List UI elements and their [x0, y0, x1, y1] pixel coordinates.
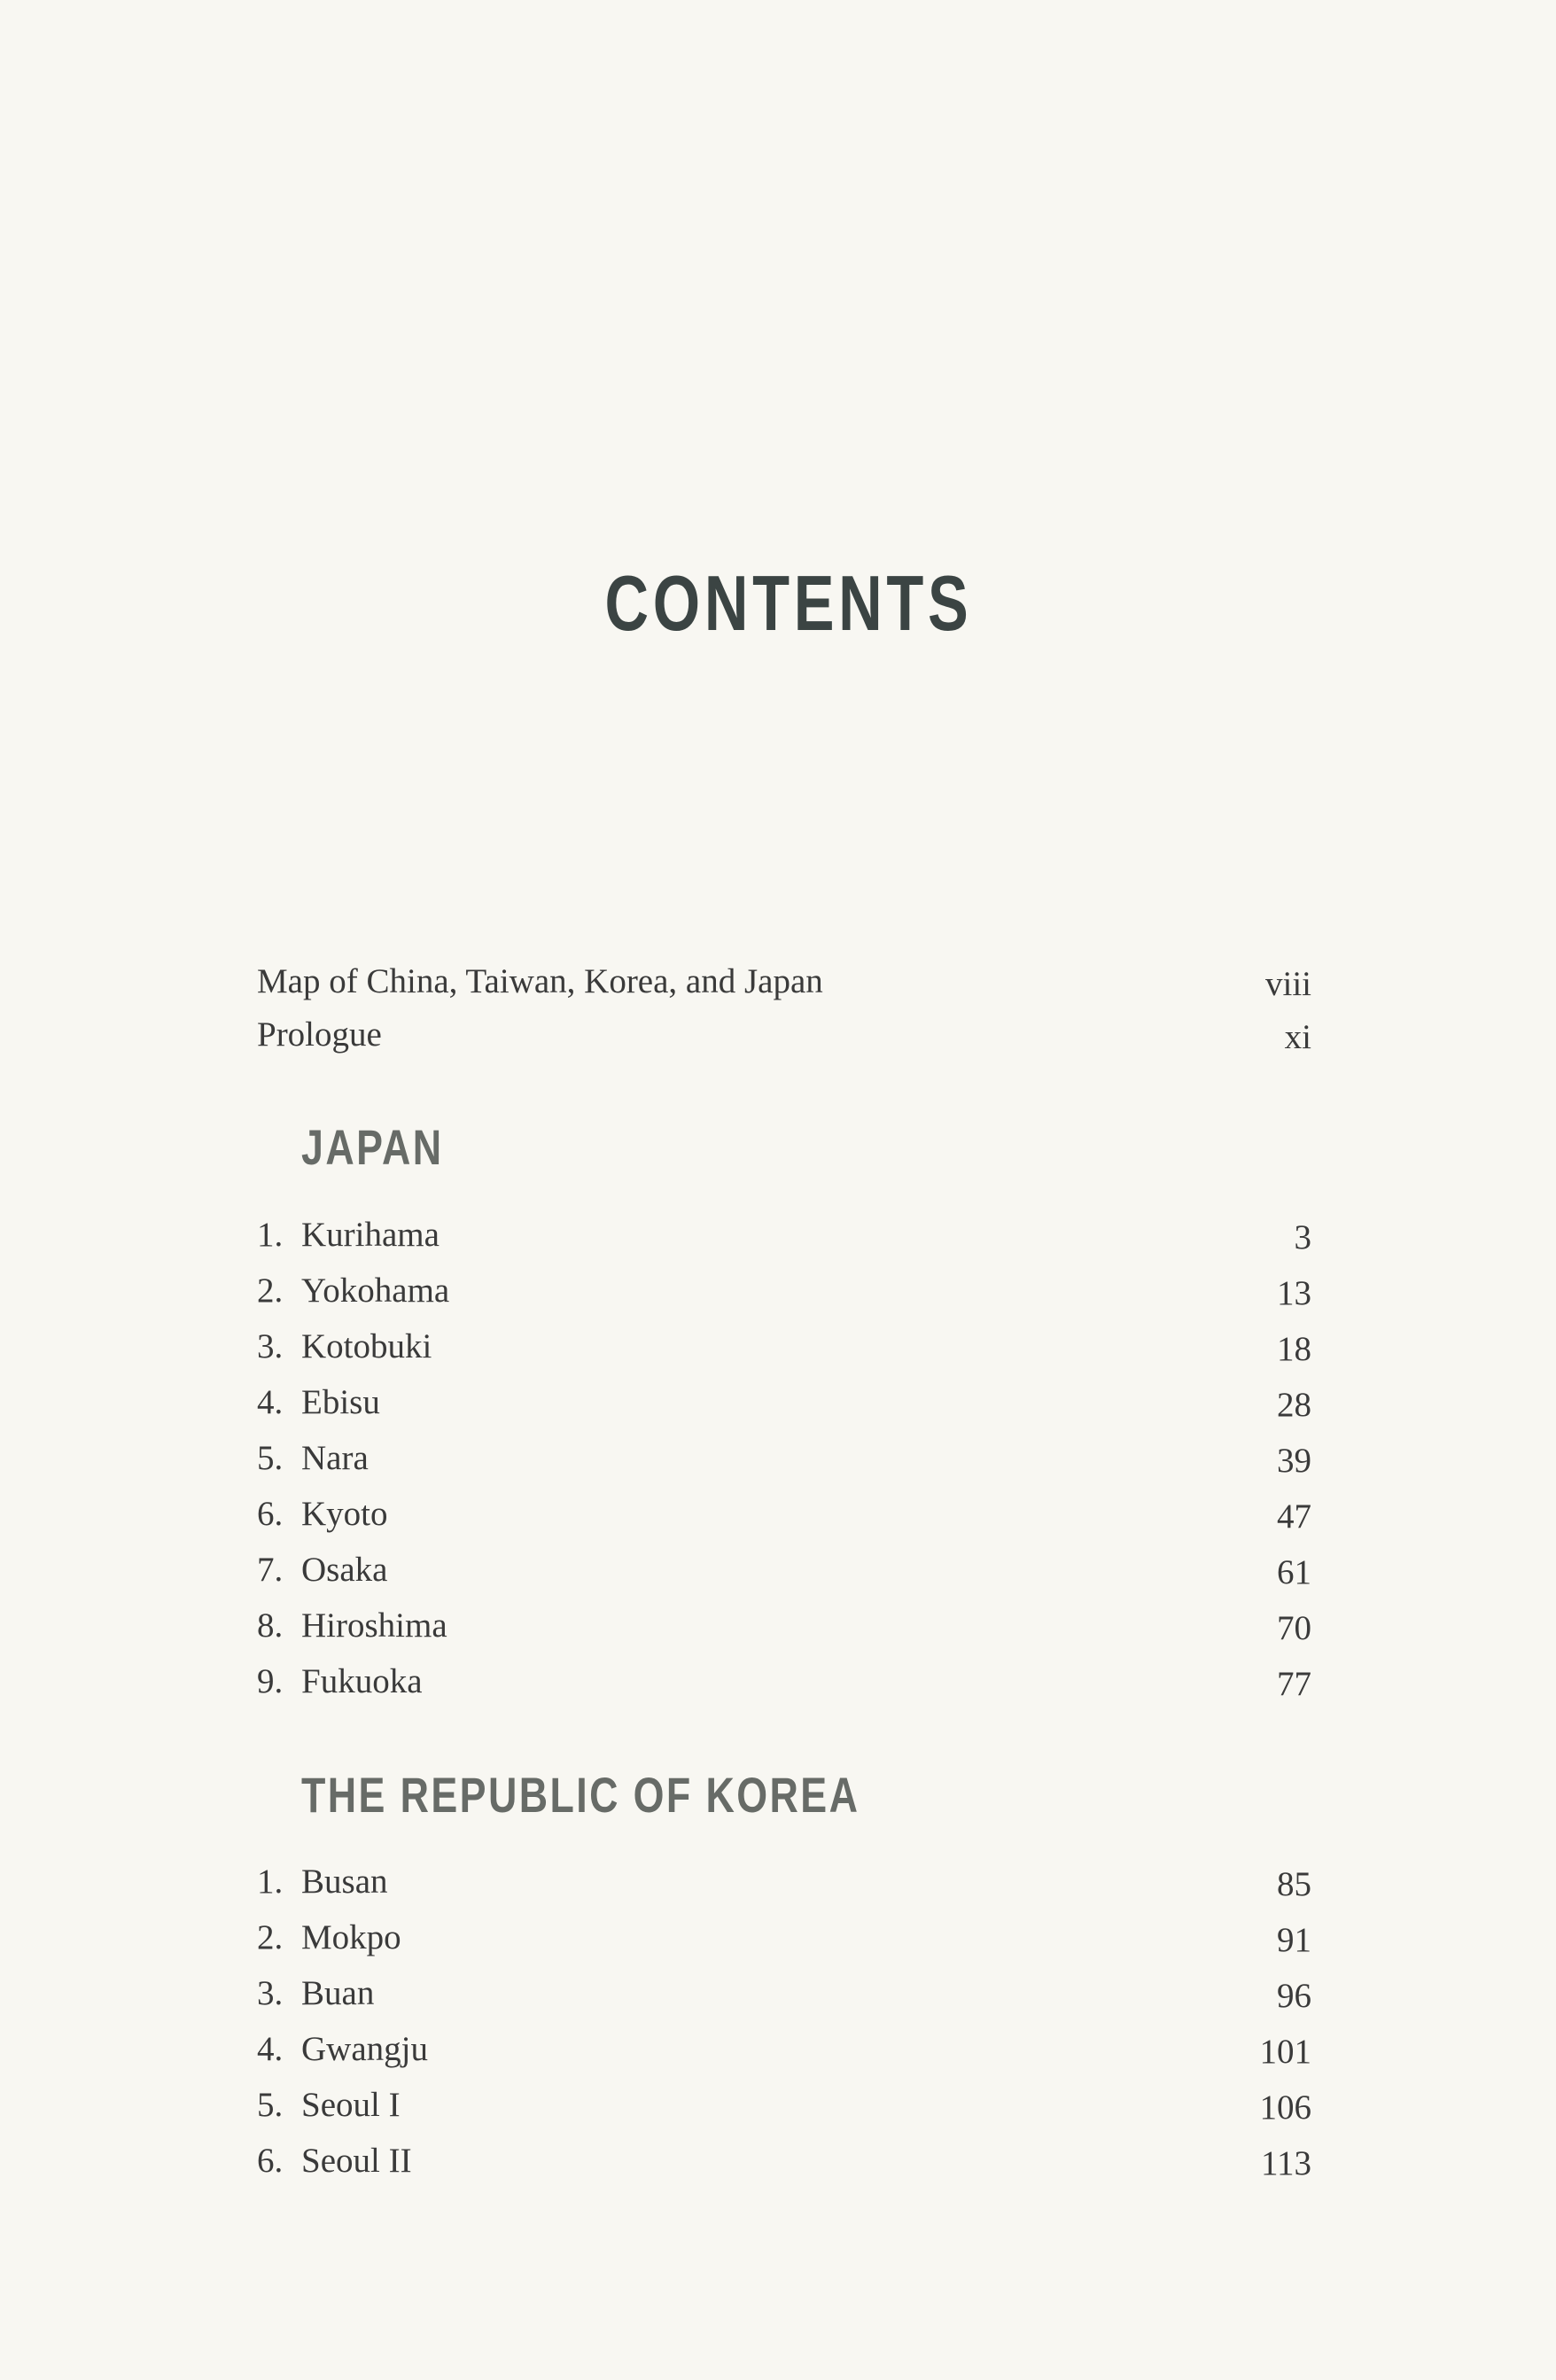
toc-entry-prologue[interactable]: [257, 1008, 1311, 1062]
toc-entry[interactable]: [257, 1432, 1311, 1485]
toc-entry[interactable]: [257, 1264, 1311, 1318]
toc-entry[interactable]: [257, 2135, 1311, 2188]
toc-entry[interactable]: [257, 1967, 1311, 2020]
toc-entry-page: 39: [1277, 1442, 1311, 1480]
toc-entry-label: Kurihama: [301, 1216, 440, 1254]
toc-entry-number: 6.: [257, 1495, 284, 1533]
toc-entry-label: Busan: [301, 1863, 388, 1901]
toc-entry-number: 2.: [257, 1918, 284, 1956]
toc-entry-number: 4.: [257, 1383, 284, 1421]
toc-entry-number: 4.: [257, 2030, 284, 2068]
toc-entry-page: xi: [1284, 1018, 1311, 1056]
toc-entry-page: 77: [1277, 1665, 1311, 1703]
toc-entry-page: 28: [1277, 1386, 1311, 1424]
toc-entry-number: 1.: [257, 1216, 284, 1254]
section-heading-korea: THE REPUBLIC OF KOREA: [301, 1767, 860, 1823]
toc-entry-number: 2.: [257, 1272, 284, 1310]
toc-entry-page: 3: [1294, 1218, 1311, 1256]
toc-entry-page: 91: [1277, 1921, 1311, 1959]
toc-entry-label: Osaka: [301, 1551, 388, 1589]
toc-entry-page: 61: [1277, 1553, 1311, 1591]
toc-entry-page: 113: [1260, 2144, 1311, 2182]
toc-entry[interactable]: [257, 2023, 1311, 2076]
toc-entry[interactable]: [257, 1209, 1311, 1262]
toc-entry-label: Map of China, Taiwan, Korea, and Japan: [257, 962, 823, 1000]
toc-entry[interactable]: [257, 1855, 1311, 1909]
toc-entry-map[interactable]: [257, 955, 1311, 1008]
toc-entry[interactable]: [257, 1488, 1311, 1541]
toc-entry-label: Mokpo: [301, 1918, 401, 1956]
toc-entry-number: 3.: [257, 1327, 284, 1365]
toc-entry[interactable]: [257, 1376, 1311, 1429]
toc-entry[interactable]: [257, 1655, 1311, 1708]
toc-entry-page: viii: [1264, 965, 1311, 1003]
section-heading-japan: JAPAN: [301, 1119, 444, 1175]
toc-entry-label: Buan: [301, 1974, 375, 2012]
toc-entry[interactable]: [257, 1544, 1311, 1597]
toc-entry-label: Kotobuki: [301, 1327, 432, 1365]
toc-entry-label: Hiroshima: [301, 1606, 447, 1645]
toc-entry[interactable]: [257, 2079, 1311, 2132]
toc-entry-number: 6.: [257, 2142, 284, 2180]
toc-entry[interactable]: [257, 1911, 1311, 1964]
toc-entry-page: 18: [1277, 1330, 1311, 1368]
toc-entry-number: 3.: [257, 1974, 284, 2012]
toc-entry-number: 9.: [257, 1662, 284, 1700]
toc-entry-label: Gwangju: [301, 2030, 428, 2068]
toc-entry-label: Nara: [301, 1439, 369, 1477]
toc-entry[interactable]: [257, 1320, 1311, 1373]
toc-entry-page: 47: [1277, 1497, 1311, 1536]
toc-entry-label: Ebisu: [301, 1383, 380, 1421]
toc-entry-number: 1.: [257, 1863, 284, 1901]
toc-entry-label: Fukuoka: [301, 1662, 423, 1700]
toc-entry-page: 85: [1277, 1865, 1311, 1903]
toc-entry-number: 8.: [257, 1606, 284, 1645]
toc-entry-page: 96: [1277, 1977, 1311, 2015]
toc-entry-label: Seoul I: [301, 2086, 401, 2124]
toc-entry-label: Seoul II: [301, 2142, 412, 2180]
toc-entry-label: Yokohama: [301, 1272, 450, 1310]
toc-entry-number: 5.: [257, 2086, 284, 2124]
toc-entry[interactable]: [257, 1599, 1311, 1653]
toc-entry-page: 101: [1259, 2033, 1311, 2071]
toc-entry-page: 13: [1277, 1274, 1311, 1312]
toc-entry-label: Prologue: [257, 1015, 382, 1054]
toc-entry-page: 106: [1259, 2088, 1311, 2127]
toc-entry-label: Kyoto: [301, 1495, 388, 1533]
toc-entry-number: 7.: [257, 1551, 284, 1589]
page-title: CONTENTS: [604, 559, 973, 647]
toc-entry-number: 5.: [257, 1439, 284, 1477]
toc-entry-page: 70: [1277, 1609, 1311, 1647]
